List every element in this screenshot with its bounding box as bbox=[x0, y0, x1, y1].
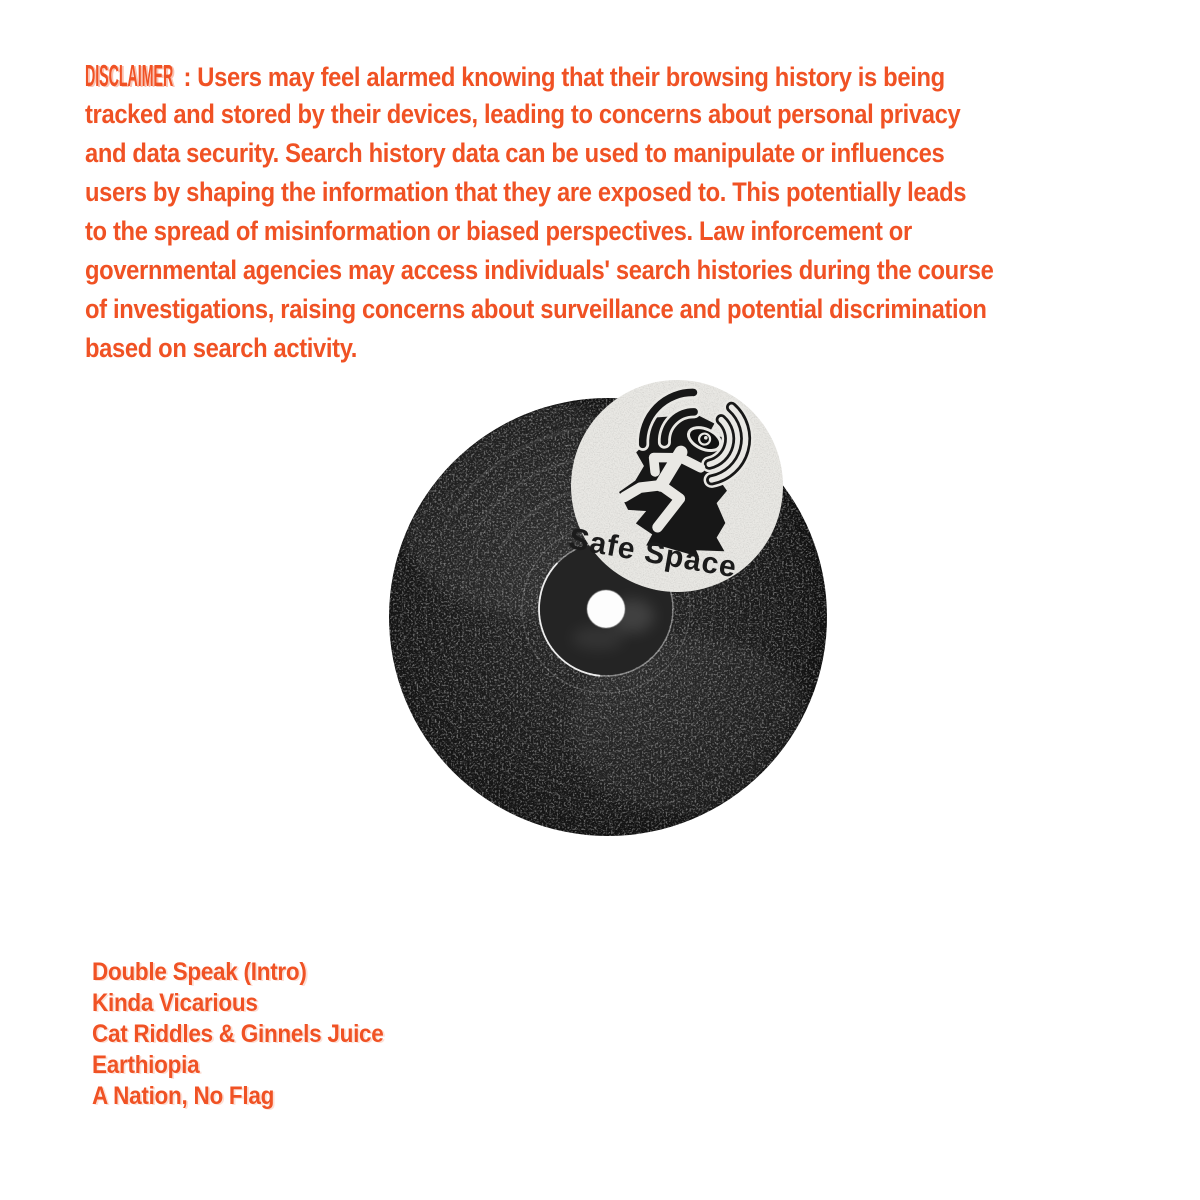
vinyl-record-image bbox=[386, 376, 830, 838]
vinyl-record bbox=[386, 376, 830, 838]
track-title: A Nation, No Flag bbox=[92, 1082, 275, 1110]
tracklist bbox=[92, 957, 416, 1112]
track-title: Double Speak (Intro) bbox=[92, 958, 307, 986]
disclaimer-stamp bbox=[85, 56, 184, 97]
track-title: Earthiopia bbox=[92, 1051, 200, 1079]
disclaimer-line: of investigations, raising concerns about surveillance and potential discrimination bbox=[85, 294, 987, 324]
disclaimer-line bbox=[85, 56, 993, 95]
track-title: Kinda Vicarious bbox=[92, 989, 258, 1017]
disclaimer-line: users by shaping the information that they are exposed to. This potentially leads bbox=[85, 177, 967, 207]
disclaimer-line: tracked and stored by their devices, leading to concerns about personal privacy bbox=[85, 99, 961, 129]
disclaimer-line: based on search activity. bbox=[85, 333, 358, 363]
disclaimer-label: DISCLAIMER bbox=[85, 58, 174, 93]
disclaimer-text: Users may feel alarmed knowing that their browsing history is being bbox=[197, 62, 945, 92]
track-title: Cat Riddles & Ginnels Juice bbox=[92, 1020, 384, 1048]
disclaimer bbox=[85, 56, 1117, 368]
disclaimer-line: governmental agencies may access individuals' search histories during the course bbox=[85, 255, 994, 285]
disclaimer-separator: : bbox=[183, 62, 192, 92]
disclaimer-line: to the spread of misinformation or biased perspectives. Law inforcement or bbox=[85, 216, 912, 246]
center-hole bbox=[587, 590, 625, 628]
label-title: Safe Space bbox=[566, 522, 740, 585]
disclaimer-line: and data security. Search history data can be used to manipulate or influences bbox=[85, 138, 945, 168]
